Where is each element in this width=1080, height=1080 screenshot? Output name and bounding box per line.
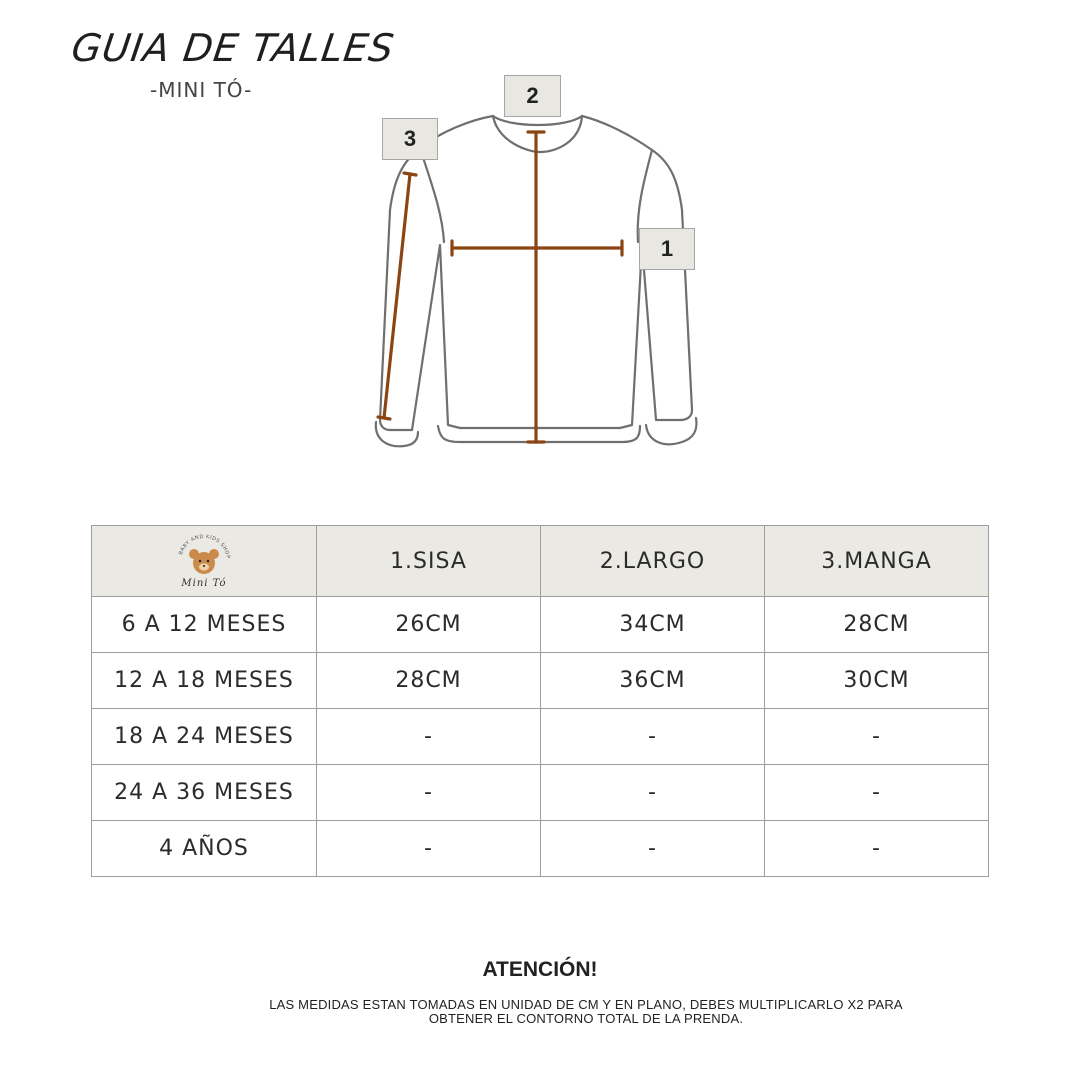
sisa-value: - (317, 821, 541, 877)
measure-label-2: 2 (504, 75, 561, 117)
sisa-value: - (317, 709, 541, 765)
size-table (91, 525, 989, 877)
size-label: 18 A 24 MESES (92, 709, 317, 765)
measurement-note (226, 998, 946, 1026)
measure-label-1: 1 (639, 228, 695, 270)
table-header-row (92, 526, 989, 597)
table-row (92, 765, 989, 821)
page-title: GUIA DE TALLES (68, 26, 398, 70)
largo-value: 36CM (541, 653, 765, 709)
note-line-1: LAS MEDIDAS ESTAN TOMADAS EN UNIDAD DE CM Y EN PLANO, DEBES MULTIPLICARLO X2 PARA (269, 997, 903, 1012)
col-header-sisa: 1.SISA (317, 526, 541, 597)
sisa-value: - (317, 765, 541, 821)
logo-cell (92, 526, 317, 597)
note-line-2: OBTENER EL CONTORNO TOTAL DE LA PRENDA. (428, 1011, 744, 1026)
largo-value: - (541, 709, 765, 765)
logo-arc-text: BABY AND KIDS SHOP (177, 533, 231, 560)
col-header-manga: 3.MANGA (765, 526, 989, 597)
table-row (92, 597, 989, 653)
sisa-value: 26CM (317, 597, 541, 653)
manga-value: - (765, 821, 989, 877)
manga-value: - (765, 765, 989, 821)
manga-value: 28CM (765, 597, 989, 653)
col-header-largo: 2.LARGO (541, 526, 765, 597)
manga-value: 30CM (765, 653, 989, 709)
logo-brand: Mini Tó (181, 578, 227, 589)
page-subtitle: -MINI TÓ- (150, 78, 253, 102)
largo-value: - (541, 821, 765, 877)
size-label: 12 A 18 MESES (92, 653, 317, 709)
size-label: 4 AÑOS (92, 821, 317, 877)
table-row (92, 709, 989, 765)
attention-heading: ATENCIÓN! (482, 958, 598, 981)
sisa-value: 28CM (317, 653, 541, 709)
table-row (92, 821, 989, 877)
measure-label-3: 3 (382, 118, 438, 160)
table-row (92, 653, 989, 709)
largo-value: - (541, 765, 765, 821)
largo-value: 34CM (541, 597, 765, 653)
size-label: 24 A 36 MESES (92, 765, 317, 821)
manga-value: - (765, 709, 989, 765)
bear-face-icon (169, 531, 239, 591)
size-label: 6 A 12 MESES (92, 597, 317, 653)
